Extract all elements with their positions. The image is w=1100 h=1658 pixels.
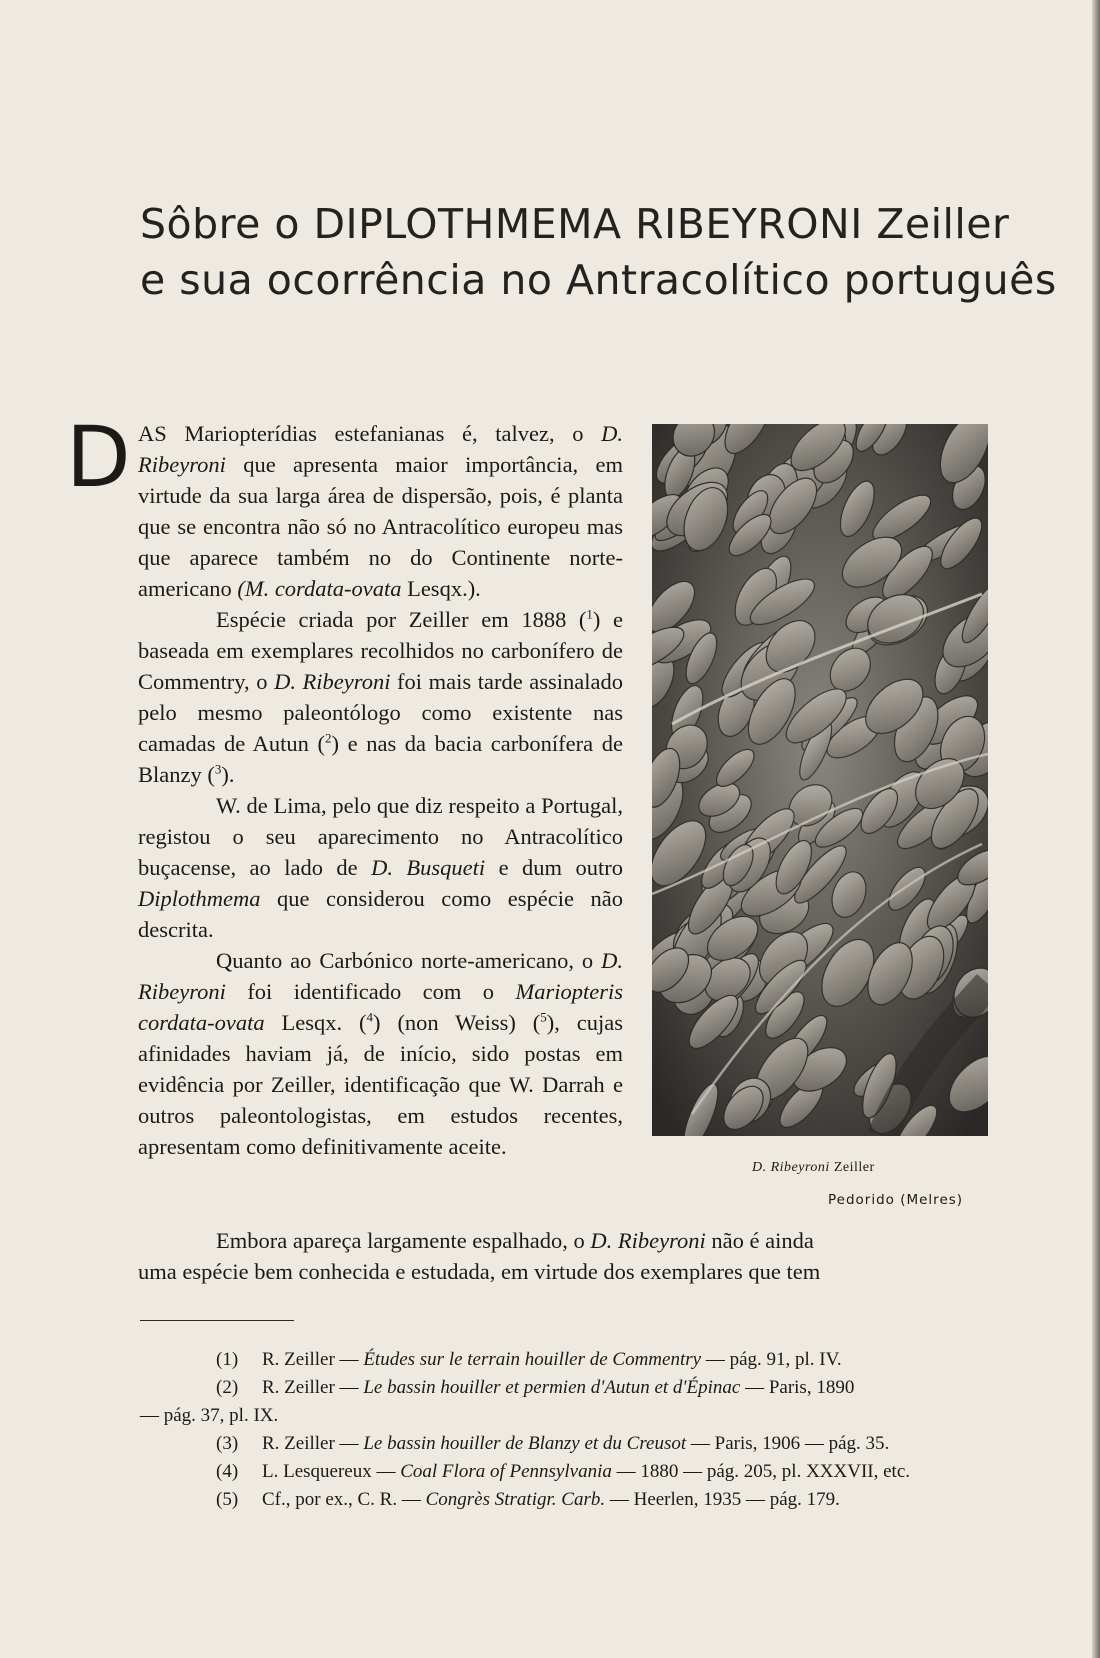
footnotes: [140, 1346, 1002, 1514]
footnote-author: L. Lesquereux —: [262, 1461, 401, 1482]
p4-text-b: foi identificado com o: [225, 979, 516, 1004]
footnote-number: (1): [216, 1349, 239, 1370]
footnote-ref-1: 1: [586, 606, 593, 622]
footnote-2: [140, 1374, 1002, 1402]
p4-text-a: Quanto ao Carbónico norte-americano, o: [216, 948, 602, 973]
footnote-5: [140, 1486, 1002, 1514]
footnote-ref-5: 5: [540, 1009, 547, 1025]
footnote-ref-2: 2: [325, 730, 332, 746]
p3-text-c: que considerou como espécie não descrita.: [138, 886, 623, 942]
p1-text-a: AS Mariopterídias estefanianas é, talvez, o: [138, 421, 602, 446]
p2-text-d: ) e nas da bacia carbonífera de Blanzy (: [138, 731, 623, 787]
p3-species-name: D. Busqueti: [371, 855, 486, 880]
caption-species: D. Ribeyroni: [752, 1160, 830, 1175]
drop-cap: D: [66, 408, 131, 506]
footnote-details: — Paris, 1890: [740, 1377, 855, 1398]
p2-text-c: foi mais tarde assinalado pelo mesmo paleontólogo como existente nas camadas de Autun (: [138, 669, 623, 756]
figure-location: Pedorido (Melres): [828, 1192, 964, 1208]
footnote-work-title: Congrès Stratigr. Carb.: [425, 1489, 606, 1510]
footnote-details: — 1880 — pág. 205, pl. XXXVII, etc.: [611, 1461, 911, 1482]
p1-text-c: Lesqx.).: [401, 576, 481, 601]
p4-text-c: Lesqx. (: [264, 1010, 367, 1035]
footnote-number: (4): [216, 1461, 239, 1482]
fossil-photograph: [652, 424, 988, 1136]
body-column: [66, 408, 624, 1162]
paragraph-3: [138, 790, 623, 945]
caption-author: Zeiller: [829, 1160, 875, 1175]
fossil-leaf-illustration: [652, 424, 988, 1136]
footnote-author: R. Zeiller —: [262, 1377, 364, 1398]
footnote-3: [140, 1430, 1002, 1458]
paragraph-2: [138, 604, 623, 790]
p5-text-a: Embora apareça largamente espalhado, o: [216, 1228, 591, 1253]
footnote-number: (2): [216, 1377, 239, 1398]
footnote-details: — Heerlen, 1935 — pág. 179.: [605, 1489, 840, 1510]
footnote-details: — pág. 91, pl. IV.: [701, 1349, 842, 1370]
footnote-number: (5): [216, 1489, 239, 1510]
p2-text-b: ) e baseada em exemplares recolhidos no carbonífero de Commentry, o: [138, 607, 623, 694]
footnote-author: Cf., por ex., C. R. —: [262, 1489, 426, 1510]
footnote-divider: [140, 1320, 294, 1321]
footnote-number: (3): [216, 1433, 239, 1454]
footnote-ref-4: 4: [366, 1009, 374, 1025]
p1-text-b: que apresenta maior importância, em virtude da sua larga área de dispersão, pois, é planta que se encontra não só no Antracolítico europeu mas que aparece também no do Continente norte-americano: [138, 452, 623, 601]
article-title: [140, 196, 1057, 308]
paragraph-1: [66, 408, 623, 604]
p4-text-d: ) (non Weiss) (: [373, 1010, 541, 1035]
p5-species-name: D. Ribeyroni: [590, 1228, 706, 1253]
p4-synonym: Mariopteris cordata-ovata: [138, 979, 623, 1035]
footnote-work-title: Coal Flora of Pennsylvania: [400, 1461, 612, 1482]
p1-synonym: (M. cordata-ovata: [237, 576, 402, 601]
footnote-work-title: Le bassin houiller et permien d'Autun et d'Épinac: [363, 1377, 741, 1398]
footnote-author: R. Zeiller —: [262, 1349, 364, 1370]
footnote-ref-3: 3: [214, 761, 222, 777]
paragraph-5-line-2: uma espécie bem conhecida e estudada, em virtude dos exemplares que tem: [138, 1259, 821, 1284]
p2-species-name: D. Ribeyroni: [274, 669, 391, 694]
footnote-4: [140, 1458, 1002, 1486]
footnote-details: — Paris, 1906 — pág. 35.: [686, 1433, 890, 1454]
p1-species-name: D. Ribeyroni: [138, 421, 623, 477]
p2-text-a: Espécie criada por Zeiller em 1888 (: [216, 607, 587, 632]
title-line-1: Sôbre o DIPLOTHMEMA RIBEYRONI Zeiller: [140, 200, 1010, 248]
p3-text-a: W. de Lima, pelo que diz respeito a Portugal, registou o seu aparecimento no Antracolítico buçacense, ao lado de: [138, 793, 623, 880]
p4-text-e: ), cujas afinidades haviam já, de início, sido postas em evidência por Zeiller, identificação que W. Darrah e outros paleontologistas, em estudos recentes, apresentam como definitivamente aceite.: [138, 1010, 623, 1159]
p4-species-name: D. Ribeyroni: [138, 948, 623, 1004]
paragraph-5-line-1: [138, 1225, 1002, 1256]
p3-text-b: e dum outro: [485, 855, 624, 880]
footnote-work-title: Études sur le terrain houiller de Commentry: [363, 1349, 702, 1370]
p3-genus-name: Diplothmema: [138, 886, 261, 911]
footnote-2-continuation: — pág. 37, pl. IX.: [140, 1405, 279, 1426]
p2-text-e: ).: [221, 762, 235, 787]
p5-text-b: não é ainda: [705, 1228, 814, 1253]
figure-caption: [752, 1160, 875, 1176]
footnote-author: R. Zeiller —: [262, 1433, 364, 1454]
page-edge-shadow: [1092, 0, 1100, 1658]
footnote-work-title: Le bassin houiller de Blanzy et du Creusot: [363, 1433, 687, 1454]
title-line-2: e sua ocorrência no Antracolítico português: [140, 256, 1057, 304]
footnote-1: [140, 1346, 1002, 1374]
paragraph-4: [138, 945, 623, 1162]
